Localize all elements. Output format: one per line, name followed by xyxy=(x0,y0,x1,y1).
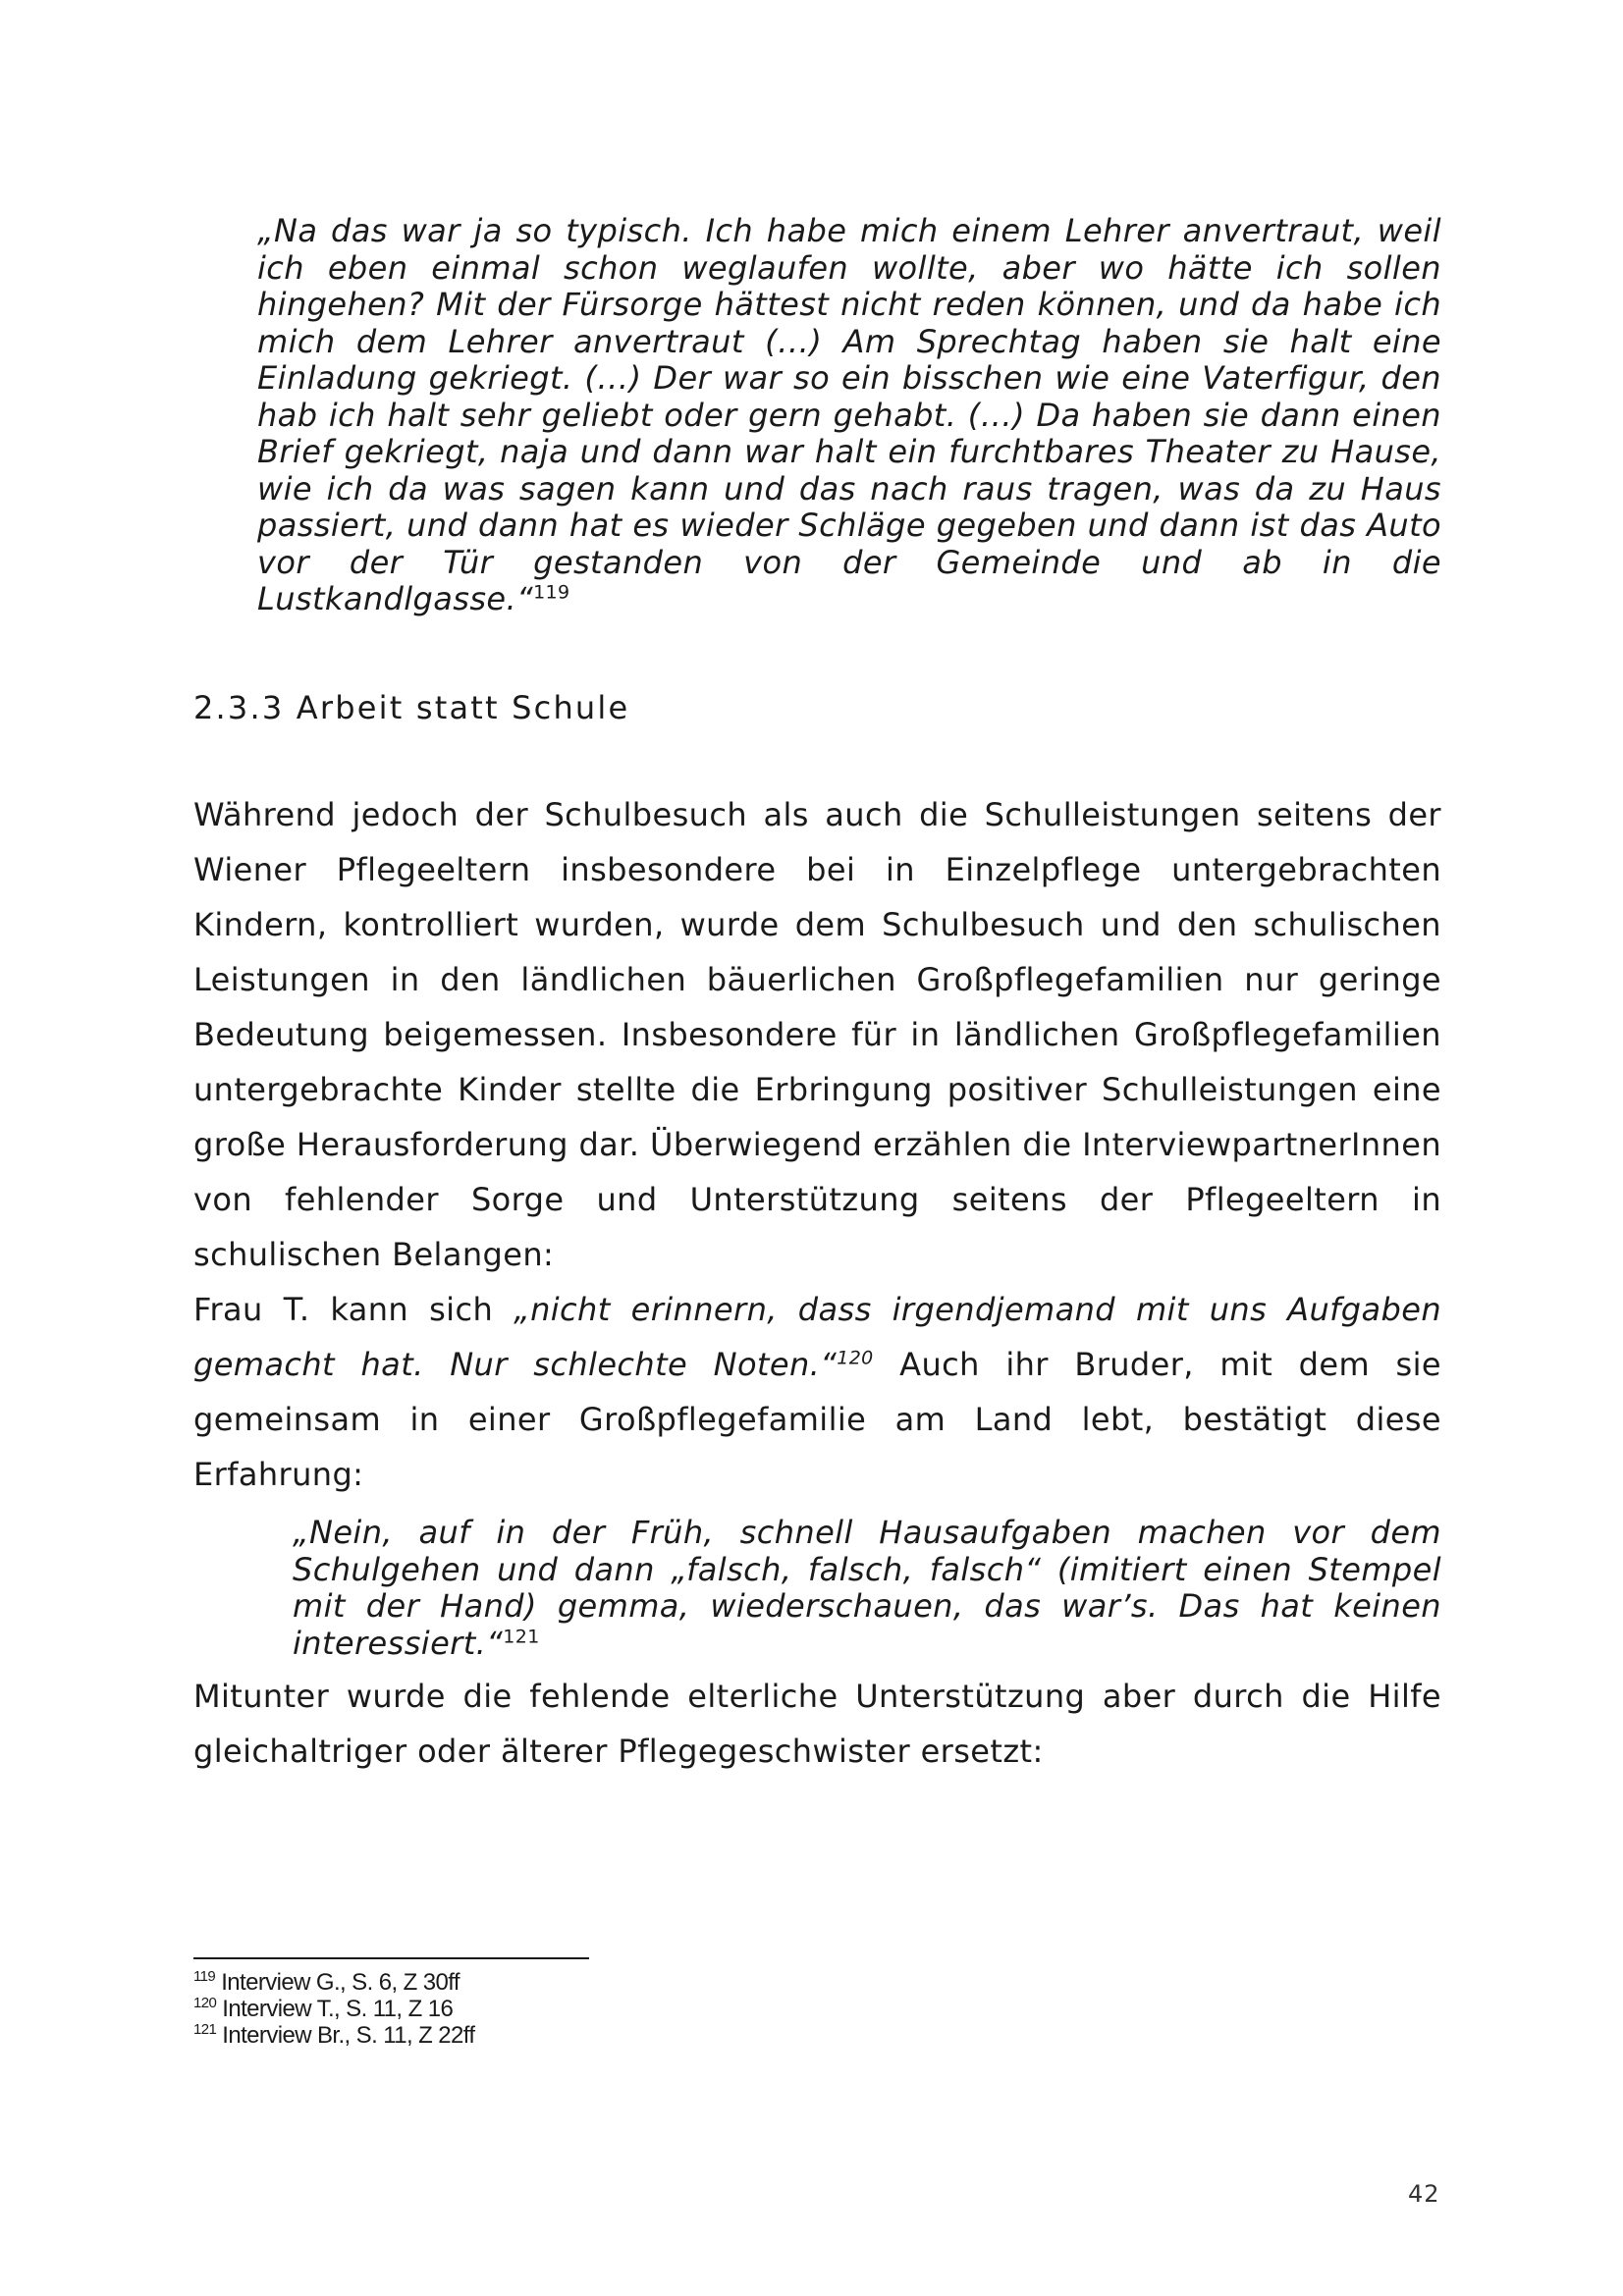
footnote-number: 120 xyxy=(193,1995,217,2011)
block-quote xyxy=(293,1515,1441,1662)
page-number: 42 xyxy=(1408,2180,1440,2208)
footnote xyxy=(193,1969,474,1996)
footnote-text: Interview Br., S. 11, Z 22ff xyxy=(216,2022,475,2049)
footnote-reference: 119 xyxy=(533,581,570,604)
paragraph-lead-text: Frau T. kann sich xyxy=(193,1291,514,1328)
body-paragraph: Während jedoch der Schulbesuch als auch die Schulleistungen seitens der Wiener Pflegeeltern insbesondere bei in Einzelpflege untergebrachten Kindern, kontrolliert wurden, wurde dem Schulbesuch und den schulischen Leistungen in den ländlichen bäuerlichen Großpflegefamilien nur geringe Bedeutung beigemessen. Insbesondere für in ländlichen Großpflegefamilien untergebrachte Kinder stellte die Erbringung positiver Schulleistungen eine große Herausforderung dar. Überwiegend erzählen die InterviewpartnerInnen von fehlender Sorge und Unterstützung seitens der Pflegeeltern in schulischen Belangen: xyxy=(193,796,1441,1273)
footnote xyxy=(193,1996,474,2022)
body-paragraph: Mitunter wurde die fehlende elterliche Unterstützung aber durch die Hilfe gleichaltriger oder älterer Pflegegeschwister ersetzt: xyxy=(193,1678,1441,1770)
section-heading: 2.3.3 Arbeit statt Schule xyxy=(193,689,630,726)
footnote-reference: 121 xyxy=(503,1625,540,1647)
footnote xyxy=(193,2022,474,2049)
paragraph-tail-text: Auch ihr Bruder, mit dem sie gemeinsam in einer Großpflegefamilie am Land lebt, bestätigt diese Erfahrung: xyxy=(193,1346,1441,1493)
footnote-text: Interview G., S. 6, Z 30ff xyxy=(215,1969,460,1996)
body-paragraph xyxy=(193,1282,1441,1502)
footnote-reference: 120 xyxy=(837,1347,874,1369)
footnote-text: Interview T., S. 11, Z 16 xyxy=(216,1996,454,2022)
footnote-number: 119 xyxy=(193,1968,216,1985)
footnote-separator xyxy=(193,1957,589,1959)
footnotes xyxy=(193,1969,474,2049)
footnote-number: 121 xyxy=(193,2021,217,2038)
inline-quote: „nicht erinnern, dass irgendjemand mit uns Aufgaben gemacht hat. Nur schlechte Noten.“ xyxy=(193,1291,1441,1383)
block-quote-text: „Na das war ja so typisch. Ich habe mich einem Lehrer anvertraut, weil ich eben einmal schon weglaufen wollte, aber wo hätte ich sollen hingehen? Mit der Fürsorge hättest nicht reden können, und da habe ich mich dem Lehrer anvertraut (…) Am Sprechtag haben sie halt eine Einladung gekriegt. (…) Der war so ein bisschen wie eine Vaterfigur, den hab ich halt sehr geliebt oder gern gehabt. (…) Da haben sie dann einen Brief gekriegt, naja und dann war halt ein furchtbares Theater zu Hause, wie ich da was sagen kann und das nach raus tragen, was da zu Haus passiert, und dann hat es wieder Schläge gegeben und dann ist das Auto vor der Tür gestanden von der Gemeinde und ab in die Lustkandlgasse.“ xyxy=(257,212,1441,617)
block-quote-text: „Nein, auf in der Früh, schnell Hausaufgaben machen vor dem Schulgehen und dann „falsch, falsch, falsch“ (imitiert einen Stempel mit der Hand) gemma, wiederschauen, das war’s. Das hat keinen interessiert.“ xyxy=(293,1514,1441,1662)
block-quote xyxy=(257,213,1441,618)
